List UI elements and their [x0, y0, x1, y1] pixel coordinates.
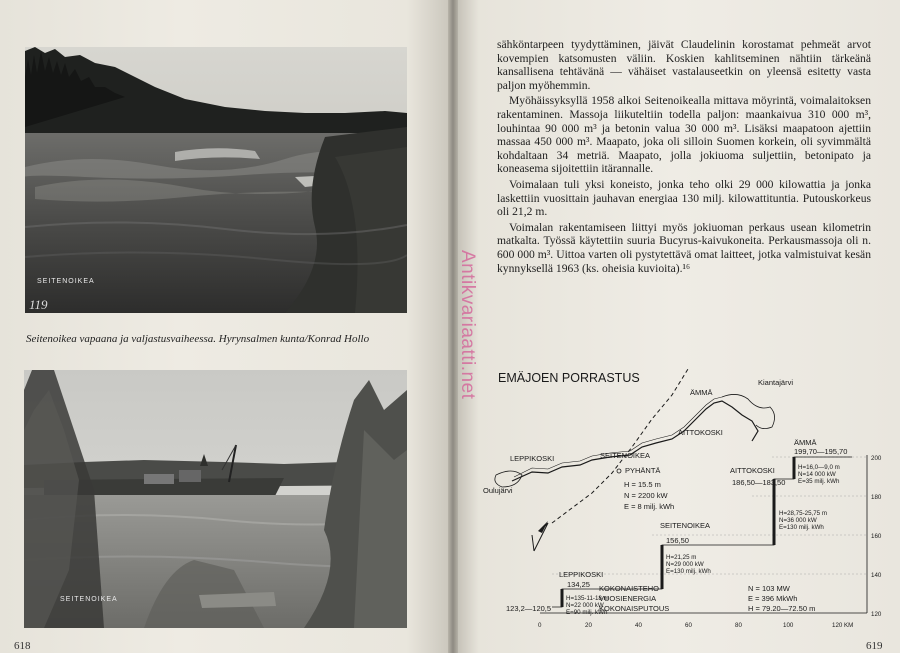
y-tick: 160	[871, 533, 882, 540]
oulujarvi-shore	[495, 471, 522, 487]
photo-rapids-caption: SEITENOIKEA	[37, 278, 95, 285]
summary-value-1: N = 103 MW	[748, 584, 790, 593]
profile-label-aittokoski: AITTOKOSKI	[730, 466, 775, 475]
profile-h-amma: H=16,0—9,0 m	[798, 464, 840, 471]
summary-value-2: E = 396 MkWh	[748, 594, 798, 603]
profile-level-amma: 199,70—195,70	[794, 447, 848, 456]
diagram-emajoki	[452, 355, 900, 640]
profile-level-leppikoski: 134,25	[567, 580, 590, 589]
profile-n-amma: N=14 000 kW	[798, 471, 836, 478]
page-number-left: 618	[14, 640, 31, 652]
map-label-pyhanta: PYHÄNTÄ	[625, 466, 661, 475]
profile-label-amma: ÄMMÄ	[794, 438, 817, 447]
photo-construction-image	[24, 370, 407, 628]
profile-low-leppikoski: 123,2—120,5	[506, 604, 552, 613]
profile-e-seitenoikea: E=130 milj. kWh	[666, 568, 711, 575]
paragraph-2: Myöhäissyksyllä 1958 alkoi Seitenoikealla mittava möyrintä, voimalaitoksen rakentaminen. Massoja liikuteltiin todella paljon: maankaivua 310 000 m³, louhintaa 90 000 m³ ja betonin valua 30 000 m³. Lisäksi maapatoon ajettiin massaa 450 000 m³. Maapato, joka oli silloin Suomen korkein, oli syvimmältä kohdaltaan 34 metriä. Maapato, jolla jokiuoma suljettiin, betonipato ja koneasema sijoitettiin itärannalle.	[497, 94, 871, 176]
photo-construction	[24, 370, 407, 628]
photo-rapids-image	[25, 47, 407, 313]
pyhanta-n: N = 2200 kW	[624, 491, 668, 500]
summary-label-3: KOKONAISPUTOUS	[599, 604, 670, 613]
paragraph-1: sähköntarpeen tyydyttäminen, jäivät Claudelinin korostamat pehmeät arvot kovempien katsomusten väliin. Koskien kahlitseminen nähtiin tärkeänä kansallisena tehtävänä — vähäiset vastalauseetkin on yleensä esitetty vasta paljon myöhemmin.	[497, 38, 871, 92]
profile-n-aittokoski: N=36 000 kW	[779, 517, 817, 524]
photo-rapids	[25, 47, 407, 313]
x-tick: 40	[635, 622, 642, 629]
diagram-title: EMÄJOEN PORRASTUS	[498, 371, 640, 385]
profile-h-leppikoski: H=135-11-18 m	[566, 595, 609, 602]
profile-level-aittokoski: 186,50—183,50	[732, 478, 786, 487]
summary-label-1: KOKONAISTEHO	[599, 584, 660, 593]
profile-n-seitenoikea: N=29 000 kW	[666, 561, 704, 568]
y-tick: 140	[871, 572, 882, 579]
north-arrow-icon	[532, 523, 548, 551]
y-tick: 180	[871, 494, 882, 501]
river-bank	[514, 397, 722, 477]
photo-construction-caption: SEITENOIKEA	[60, 596, 118, 603]
profile-level-seitenoikea: 156,50	[666, 536, 689, 545]
x-tick: 80	[735, 622, 742, 629]
profile-n-leppikoski: N=22 000 kW	[566, 602, 604, 609]
map-label-leppikoski: LEPPIKOSKI	[510, 454, 555, 463]
profile-e-leppikoski: E=90 milj. kWh	[566, 609, 608, 616]
x-tick: 0	[538, 622, 542, 629]
paragraph-3: Voimalaan tuli yksi koneisto, jonka teho olki 29 000 kilowattia ja jonka laskettiin vuosittain jauhavan energiaa 130 milj. kilowattituntia. Putouskorkeus oli 21,2 m.	[497, 177, 871, 219]
pyhanta-marker	[617, 469, 621, 473]
pyhanta-e: E = 8 milj. kWh	[624, 502, 675, 511]
watermark: Antikvariaatti.net	[457, 250, 478, 400]
photo-caption: Seitenoikea vapaana ja valjastusvaiheessa. Hyrynsalmen kunta/Konrad Hollo	[26, 333, 370, 345]
page-number-right: 619	[866, 640, 883, 652]
x-tick: 60	[685, 622, 692, 629]
profile-e-amma: E=35 milj. kWh	[798, 478, 840, 485]
paragraph-4: Voimalan rakentamiseen liittyi myös jokiuoman perkaus usean kilometrin matkalta. Työssä käytettiin suuria Bucyrus-kaivukoneita. Perkausmassoja oli n. 600 000 m³. Uittoa varten oli pystytettävä omat laitteet, jotka valmistuivat kesän kynnyksellä 1963 (ks. oheisia kuvioita).¹⁶	[497, 220, 871, 275]
map-label-kiantajarvi: Kiantajärvi	[758, 378, 794, 387]
profile-label-leppikoski: LEPPIKOSKI	[559, 570, 604, 579]
map-label-seitenoikea: SEITENOIKEA	[600, 451, 651, 460]
map-label-amma: ÄMMÄ	[690, 388, 713, 397]
map-label-aittokoski: AITTOKOSKI	[678, 428, 723, 437]
map-label-oulujarvi: Oulujärvi	[483, 486, 513, 495]
kiantajarvi-shore	[722, 394, 775, 428]
profile-h-aittokoski: H=28,75-25,75 m	[779, 510, 827, 517]
y-tick-labels	[871, 455, 882, 618]
x-tick: 100	[783, 622, 794, 629]
x-tick: 20	[585, 622, 592, 629]
profile-label-seitenoikea: SEITENOIKEA	[660, 521, 711, 530]
railway-line	[552, 369, 688, 523]
x-tick-labels	[538, 622, 853, 629]
photo-rapids-number: 119	[29, 297, 48, 312]
x-tick: 120 KM	[832, 622, 854, 629]
summary-label-2: VUOSIENERGIA	[599, 594, 657, 603]
y-tick: 120	[871, 611, 882, 618]
diagram-svg	[452, 355, 900, 640]
y-tick: 200	[871, 455, 882, 462]
pyhanta-h: H = 15.5 m	[624, 480, 661, 489]
profile-h-seitenoikea: H=21,25 m	[666, 554, 697, 561]
body-text	[497, 38, 871, 277]
profile-e-aittokoski: E=130 milj. kWh	[779, 524, 824, 531]
summary-value-3: H = 79.20—72.50 m	[748, 604, 816, 613]
